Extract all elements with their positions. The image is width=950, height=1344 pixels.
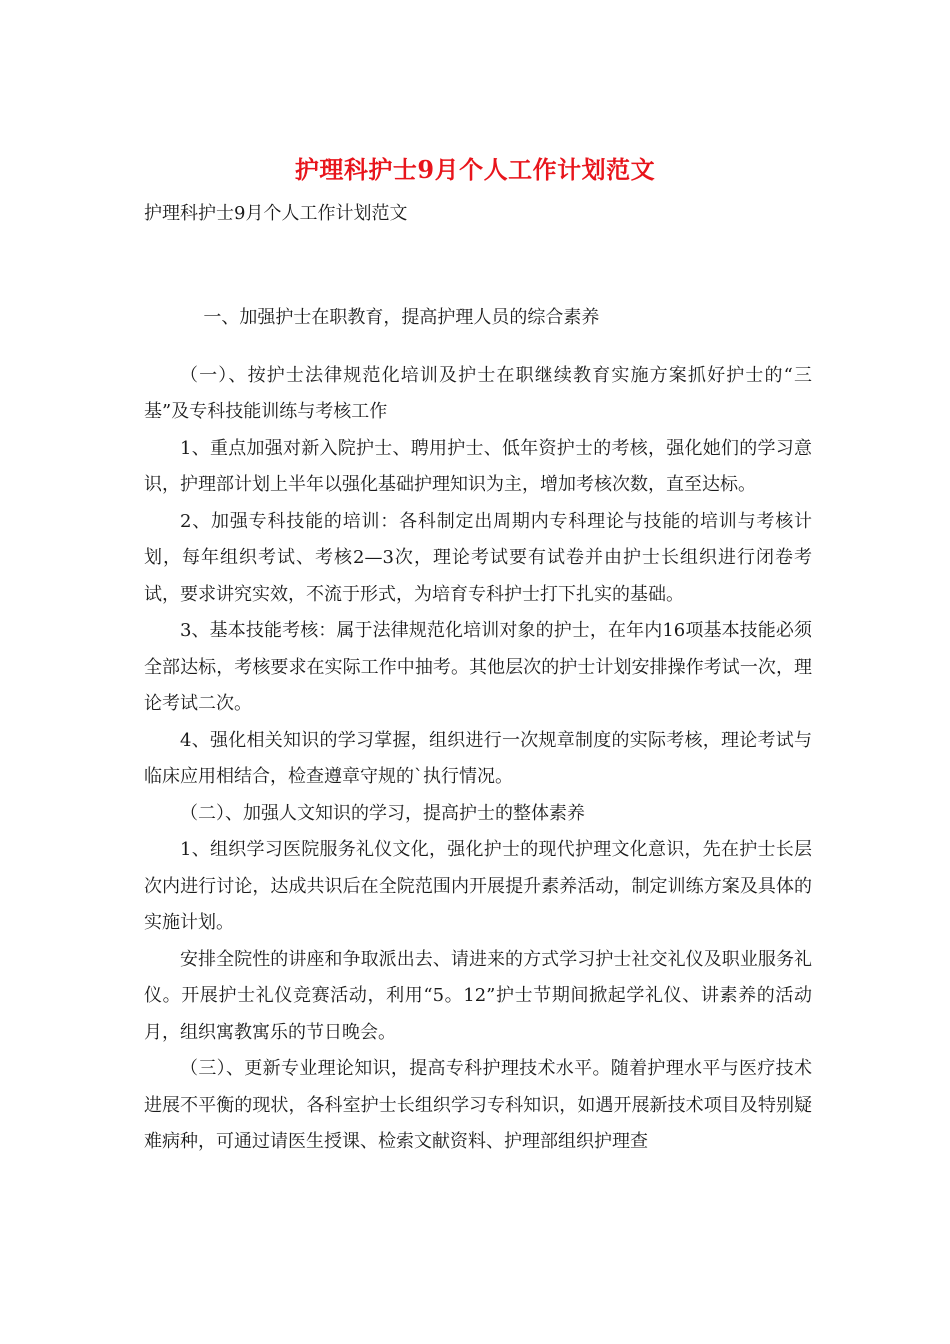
document-subtitle: 护理科护士9月个人工作计划范文 [144,203,408,224]
document-body [144,300,812,1161]
paragraph: 3、基本技能考核：属于法律规范化培训对象的护士，在年内16项基本技能必须全部达标，考核要求在实际工作中抽考。其他层次的护士计划安排操作考试一次，理论考试二次。 [144,620,812,714]
paragraph: 4、强化相关知识的学习掌握，组织进行一次规章制度的实际考核，理论考试与临床应用相结合，检查遵章守规的`执行情况。 [144,729,812,787]
document-title: 护理科护士9月个人工作计划范文 [294,155,656,184]
subsection-heading-2: （二）、加强人文知识的学习，提高护士的整体素养 [180,802,585,824]
section-heading-1: 一、加强护士在职教育，提高护理人员的综合素养 [203,307,600,328]
paragraph: 1、组织学习医院服务礼仪文化，强化护士的现代护理文化意识，先在护士长层次内进行讨论，达成共识后在全院范围内开展提升素养活动，制定训练方案及具体的实施计划。 [144,839,812,933]
paragraph: 1、重点加强对新入院护士、聘用护士、低年资护士的考核，强化她们的学习意识，护理部计划上半年以强化基础护理知识为主，增加考核次数，直至达标。 [144,437,812,495]
paragraph: 安排全院性的讲座和争取派出去、请进来的方式学习护士社交礼仪及职业服务礼仪。开展护士礼仪竞赛活动，利用“5。12”护士节期间掀起学礼仪、讲素养的活动月，组织寓教寓乐的节日晚会。 [144,948,812,1043]
paragraph: 2、加强专科技能的培训：各科制定出周期内专科理论与技能的培训与考核计划，每年组织考试、考核2—3次，理论考试要有试卷并由护士长组织进行闭卷考试，要求讲究实效，不流于形式，为培育专科护士打下扎实的基础。 [144,510,812,605]
subsection-heading-3: （三）、更新专业理论知识，提高专科护理技术水平。随着护理水平与医疗技术进展不平衡的现状，各科室护士长组织学习专科知识，如遇开展新技术项目及特别疑难病种，可通过请医生授课、检索文献资料、护理部组织护理查 [144,1058,812,1152]
subsection-heading-1: （一）、按护士法律规范化培训及护士在职继续教育实施方案抓好护士的“三基”及专科技能训练与考核工作 [144,364,812,422]
